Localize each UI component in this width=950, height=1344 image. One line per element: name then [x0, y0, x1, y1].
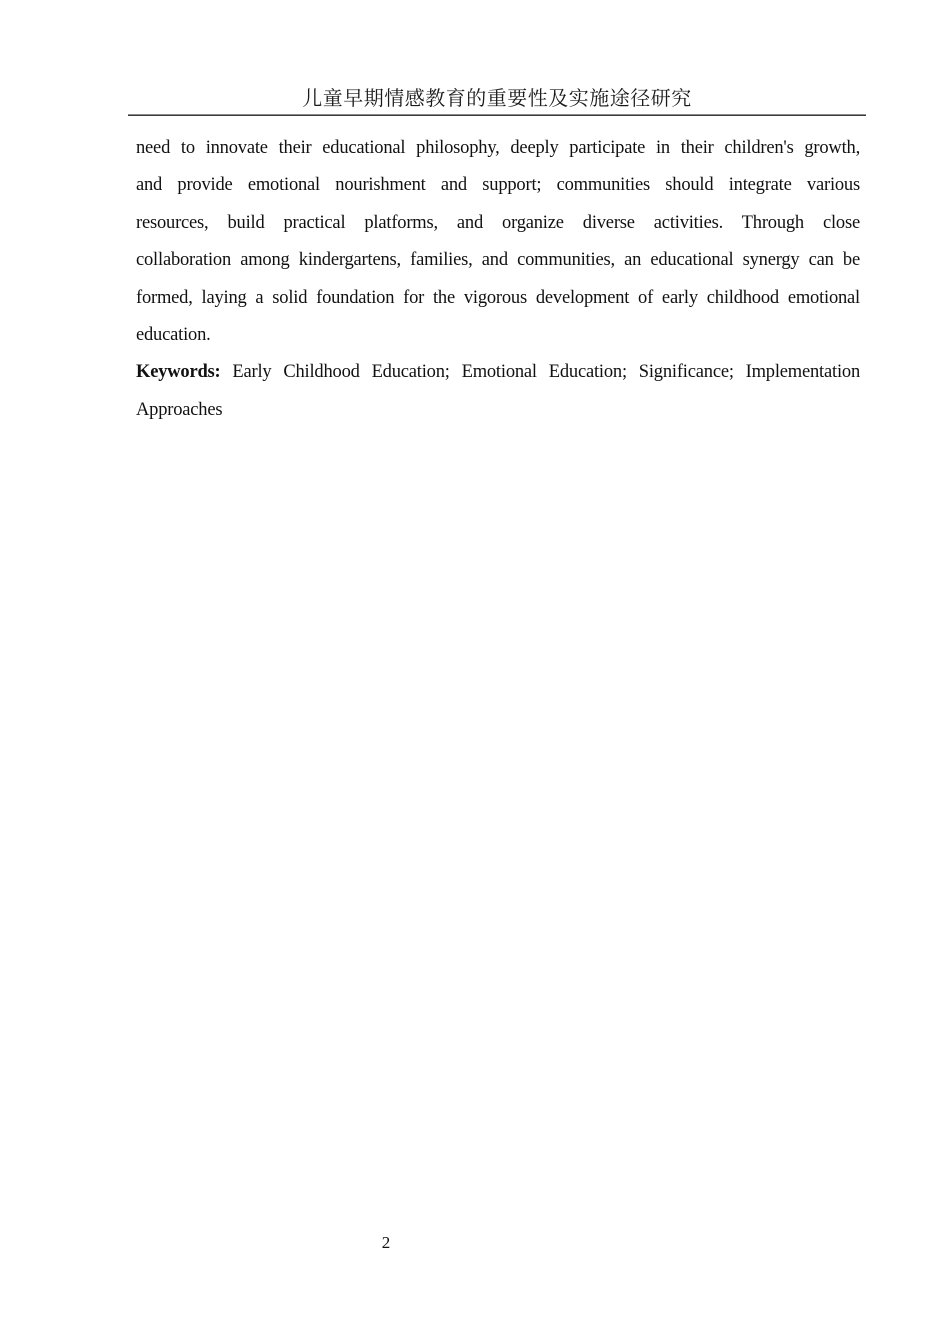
- keywords-paragraph: [136, 354, 860, 429]
- page-body: [136, 130, 860, 429]
- keywords-text: Early Childhood Education; Emotional Education; Significance; Implementation: [232, 362, 860, 383]
- page-number: 2: [381, 1233, 391, 1252]
- header-divider-rule: [128, 114, 866, 116]
- body-line: need to innovate their educational philosophy, deeply participate in their children's growth,: [136, 138, 860, 158]
- body-line: and provide emotional nourishment and support; communities should integrate various: [136, 175, 860, 196]
- body-line: collaboration among kindergartens, families, and communities, an educational synergy can be: [136, 250, 860, 271]
- running-header-title: 儿童早期情感教育的重要性及实施途径研究: [302, 88, 692, 110]
- keywords-label: Keywords:: [136, 362, 221, 383]
- body-line: formed, laying a solid foundation for the vigorous development of early childhood emotional: [136, 287, 860, 308]
- body-line: education.: [136, 324, 211, 345]
- keywords-line: Approaches: [136, 399, 223, 420]
- body-line: resources, build practical platforms, and organize diverse activities. Through close: [136, 212, 860, 233]
- keywords-line: [136, 354, 860, 391]
- body-paragraph: [136, 130, 860, 354]
